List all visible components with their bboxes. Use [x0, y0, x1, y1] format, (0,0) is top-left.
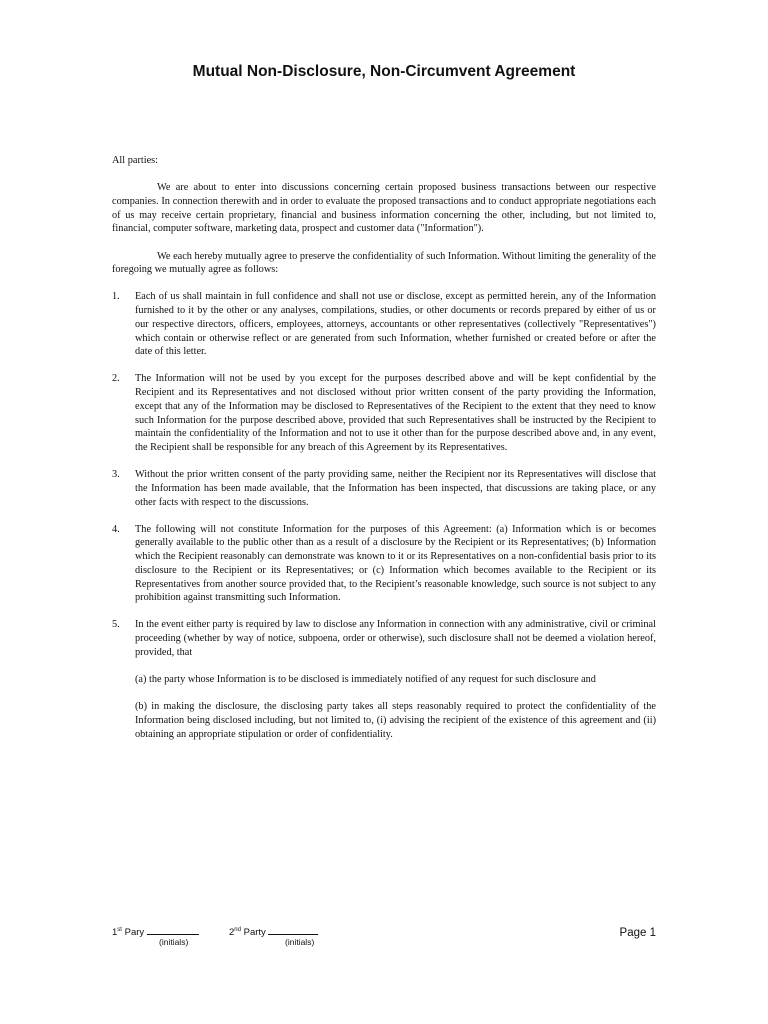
page-footer	[112, 925, 656, 955]
clause-text: In the event either party is required by law to disclose any Information in connection with any administrative, civil or criminal proceeding (whether by way of notice, subpoena, order or otherwise), such disclosure shall not be deemed a violation hereof, provided, that	[135, 619, 656, 658]
first-party-initials-caption: (initials)	[159, 937, 189, 947]
second-party-label: Party	[243, 927, 266, 938]
clause-number: 1.	[112, 291, 120, 303]
first-party-number: 1	[112, 927, 118, 938]
first-party-signature-line[interactable]	[147, 925, 199, 935]
clause-3	[112, 468, 656, 509]
clause-5-sub-a: (a) the party whose Information is to be disclosed is immediately notified of any request for such disclosure and	[135, 674, 596, 686]
clause-number: 5.	[112, 619, 120, 631]
clause-2	[112, 372, 656, 454]
agreement-paragraph: We each hereby mutually agree to preserve the confidentiality of such Information. Without limiting the generality of the foregoing we mutually agree as follows:	[112, 250, 656, 276]
clause-text: Without the prior written consent of the party providing same, neither the Recipient nor its Representatives will disclose that the Information has been made available, that the Information has been inspected, that discussions are taking place, or any other facts with respect to the discussions.	[135, 469, 656, 508]
second-party-signature-line[interactable]	[268, 925, 318, 935]
second-party-initials-caption: (initials)	[285, 937, 315, 947]
clause-5-sub-b: (b) in making the disclosure, the disclosing party takes all steps reasonably required to protect the confidentiality of the Information being disclosed including, but not limited to, (i) advising the recipient of the existence of this agreement and (ii) obtaining an appropriate stipulation or order of confidentiality.	[135, 701, 656, 740]
document-body	[112, 154, 656, 755]
page-number: Page 1	[619, 927, 656, 939]
clause-number: 4.	[112, 523, 120, 535]
clause-number: 2.	[112, 373, 120, 385]
clause-1	[112, 290, 656, 359]
intro-paragraph: We are about to enter into discussions concerning certain proposed business transactions between our respective companies. In connection therewith and in order to evaluate the proposed transactions and to conduct appropriate negotiations each of us may receive certain proprietary, financial and business information concerning the other, including, but not limited to, financial, computer software, marketing data, prospect and customer data ("Information").	[112, 182, 656, 235]
first-party-label: Pary	[124, 927, 145, 938]
second-party-ordinal: nd	[234, 927, 241, 933]
salutation: All parties:	[112, 155, 159, 166]
document-title: Mutual Non-Disclosure, Non-Circumvent Agreement	[192, 63, 576, 80]
clause-4	[112, 523, 656, 605]
clause-5	[112, 618, 656, 741]
clause-text: The Information will not be used by you except for the purposes described above and will be kept confidential by the Recipient and its Representatives and not disclosed without prior written consent of the party providing the Information, except that any of the Information may be disclosed to Representatives of the Recipient to the extent that they need to know such Information for the purpose described above, provided that such Representatives shall be instructed by the Recipient to maintain the confidentiality of the Information and not to use it other than for the purpose described above and, in any event, the Recipient shall be responsible for any breach of this Agreement by its Representatives.	[135, 373, 656, 453]
second-party-number: 2	[229, 927, 235, 938]
clause-number: 3.	[112, 469, 120, 481]
clause-text: The following will not constitute Information for the purposes of this Agreement: (a) Information which is or becomes generally available to the public other than as a result of a disclosure by the Recipient or its Representatives; (b) Information which the Recipient reasonably can demonstrate was known to it or its Representatives on a non-confidential basis prior to its disclosure to the Recipient or its Representatives; or (c) Information which becomes available to the Recipient or its Representatives from another source provided that, to the Recipient’s reasonable knowledge, such source is not subject to any prohibition against transmitting such Information.	[135, 523, 656, 604]
clause-text: Each of us shall maintain in full confidence and shall not use or disclose, except as permitted herein, any of the Information furnished to it by the other or any analyses, compilations, studies, or other documents or records prepared by either of us or our respective directors, officers, employees, attorneys, accountants or other representatives (collectively "Representatives") which contain or otherwise reflect or are generated from such Information, whether furnished or created before or after the date of this letter.	[135, 291, 656, 358]
first-party-ordinal: st	[117, 927, 122, 933]
